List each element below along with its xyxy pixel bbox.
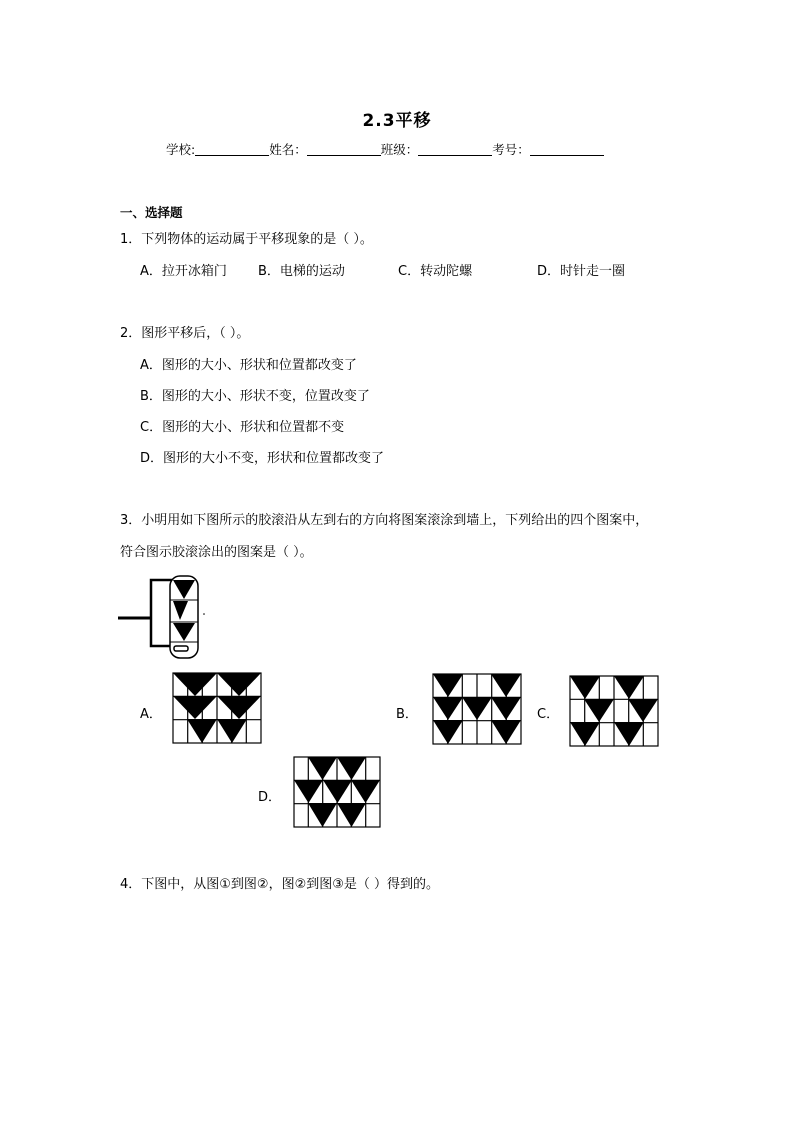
question-1-stem: 1．下列物体的运动属于平移现象的是（ ）。 [120,232,373,247]
pattern-c-figure[interactable] [570,676,658,746]
page-title: 2.3平移 [362,111,432,131]
exam-no-label: 考号： [492,142,530,157]
name-label: 姓名： [269,142,307,157]
triangle-mark [217,696,261,719]
name-blank[interactable] [307,143,381,156]
question-2-option-b[interactable]: B．图形的大小、形状不变，位置改变了 [140,389,370,404]
question-3-option-b-label[interactable]: B． [396,707,418,722]
question-4-stem: 4．下图中，从图①到图②，图②到图③是（ ）得到的。 [120,877,440,892]
triangle-mark [217,673,261,696]
class-label: 班级： [380,142,419,157]
student-info-line [166,140,604,158]
pattern-d-figure[interactable] [294,757,380,827]
question-2-option-a[interactable]: A．图形的大小、形状和位置都改变了 [140,358,357,373]
school-label: 学校: [166,142,196,157]
question-2-option-d[interactable]: D．图形的大小不变，形状和位置都改变了 [140,451,385,466]
question-3-option-a-label[interactable]: A． [140,707,162,722]
question-3-stem-line1: 3．小明用如下图所示的胶滚沿从左到右的方向将图案滚涂到墙上，下列给出的四个图案中， [120,513,649,528]
question-2-stem: 2．图形平移后，（ ）。 [120,326,250,341]
question-1-option-b[interactable]: B．电梯的运动 [258,264,345,279]
exam-no-blank[interactable] [530,143,604,156]
question-1-option-a[interactable]: A．拉开冰箱门 [140,264,227,279]
question-3-option-d-label[interactable]: D． [258,790,282,805]
question-1-option-d[interactable]: D．时针走一圈 [537,264,626,279]
question-3-option-c-label[interactable]: C． [537,707,560,722]
pattern-b-figure[interactable] [433,674,521,744]
pattern-a-figure[interactable] [173,673,261,743]
triangle-mark [173,673,217,696]
school-blank[interactable] [195,143,269,156]
triangle-mark [173,696,217,719]
section-heading: 一、选择题 [120,205,183,220]
class-blank[interactable] [418,143,492,156]
question-3-stem-line2: 符合图示胶滚涂出的图案是（ ）。 [120,545,313,560]
question-2-option-c[interactable]: C．图形的大小、形状和位置都不变 [140,420,345,435]
question-1-option-c[interactable]: C．转动陀螺 [398,264,473,279]
paint-roller-figure [118,572,218,662]
